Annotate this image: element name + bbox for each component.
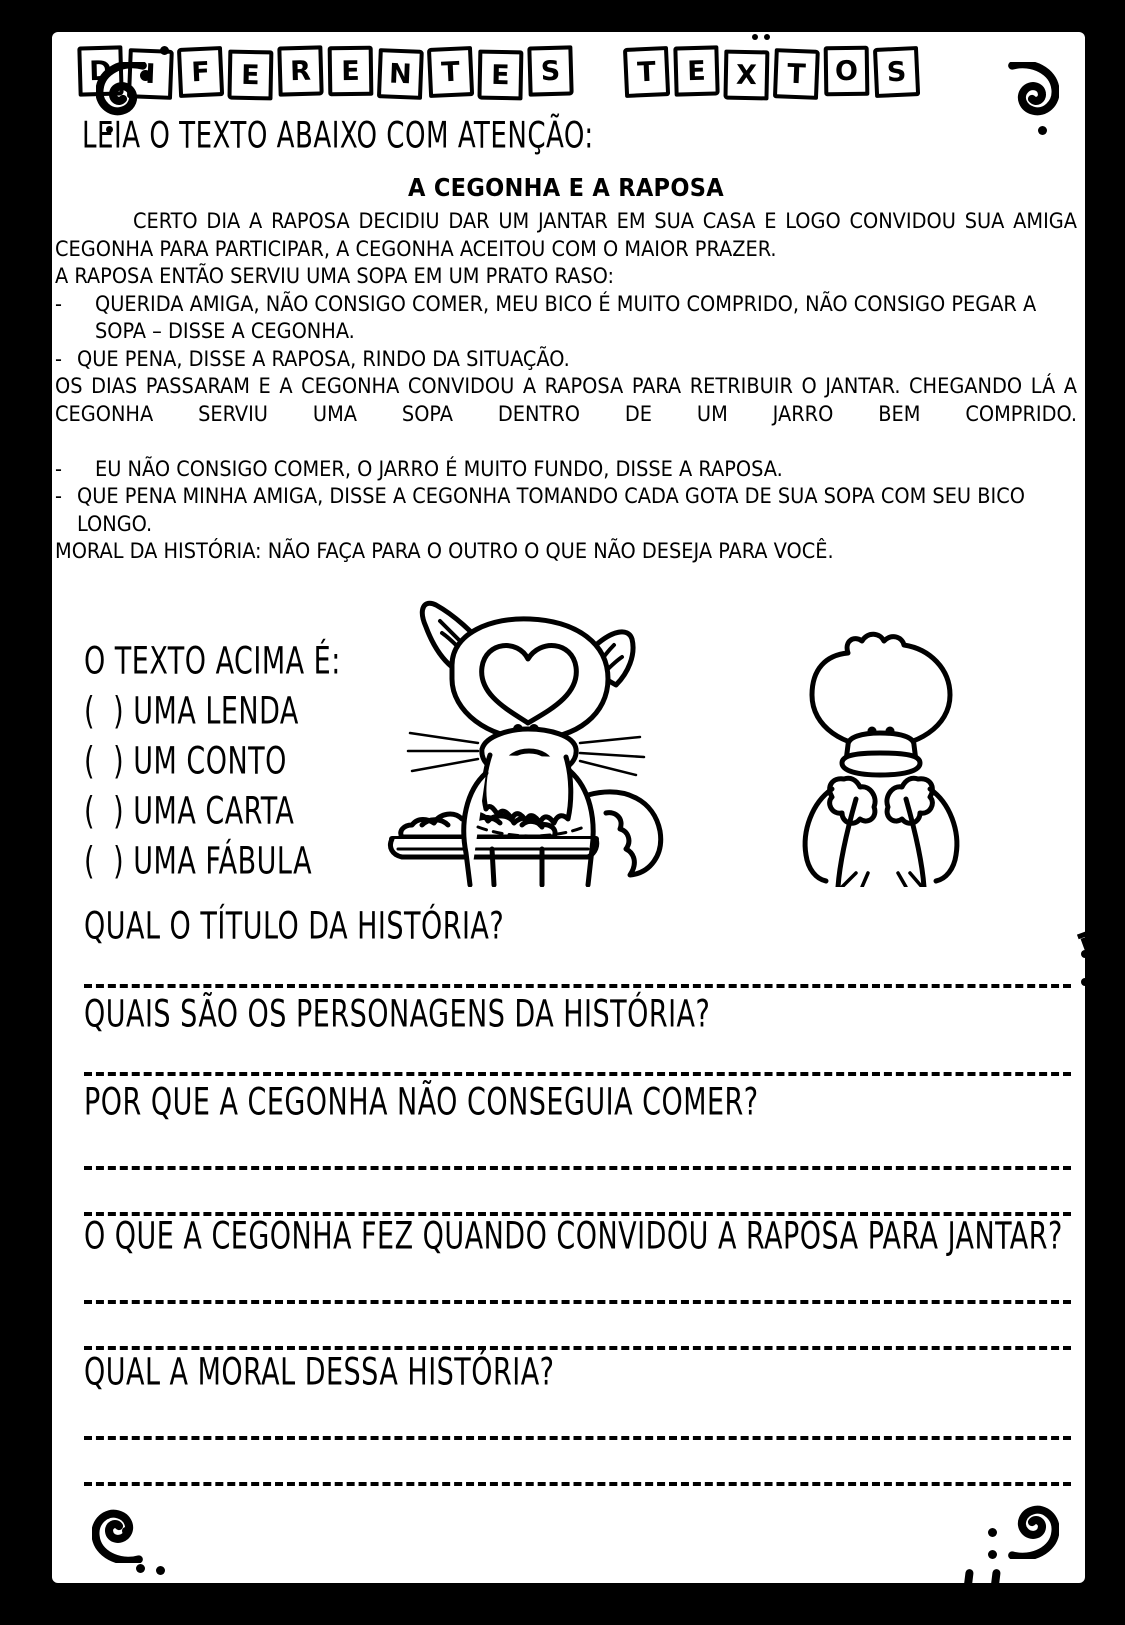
story-paragraph: OS DIAS PASSARAM E A CEGONHA CONVIDOU A RAPOSA PARA RETRIBUIR O JANTAR. CHEGANDO LÁ A CEGONHA SERVIU UMA SOPA DENTRO DE UM JARRO BEM COMPRIDO. [55, 374, 1077, 427]
title-letter: D [77, 45, 123, 96]
answer-line[interactable] [84, 1166, 1071, 1170]
answer-line[interactable] [84, 1072, 1071, 1076]
title-letter: N [377, 48, 424, 100]
story-dialogue-line [55, 291, 1077, 346]
question-cegonha-fez: O QUE A CEGONHA FEZ QUANDO CONVIDOU A RAPOSA PARA JANTAR? [84, 1214, 1063, 1259]
question-moral: QUAL A MORAL DESSA HISTÓRIA? [84, 1350, 555, 1395]
dialogue-dash: - [55, 484, 62, 510]
title-letter: S [873, 46, 920, 98]
title-letter: R [277, 45, 323, 96]
title-letter: S [527, 45, 573, 96]
dialogue-dash: - [55, 291, 62, 317]
story-dialogue-line [55, 456, 1077, 484]
title-letter: I [127, 48, 174, 100]
answer-line[interactable] [84, 1346, 1071, 1350]
instruction-text: LEIA O TEXTO ABAIXO COM ATENÇÃO: [82, 113, 594, 157]
question-titulo: QUAL O TÍTULO DA HISTÓRIA? [84, 904, 505, 949]
title-letter: E [477, 50, 523, 101]
answer-line[interactable] [84, 984, 1071, 988]
title-letter: T [427, 46, 474, 98]
answer-line[interactable] [84, 1482, 1071, 1486]
option-uma-carta[interactable]: ( ) UMA CARTA [84, 789, 295, 834]
title-word-diferentes [78, 46, 578, 96]
story-moral: MORAL DA HISTÓRIA: NÃO FAÇA PARA O OUTRO O QUE NÃO DESEJA PARA VOCÊ. [55, 539, 834, 565]
story-title: A CEGONHA E A RAPOSA [408, 173, 724, 202]
page-title [78, 46, 1075, 116]
multiple-choice-block [84, 639, 341, 897]
dialogue-dash: - [55, 456, 62, 482]
questions-block [84, 1350, 1071, 1486]
title-letter: E [227, 50, 273, 101]
dialogue-text: QUE PENA MINHA AMIGA, DISSE A CEGONHA TOMANDO CADA GOTA DE SUA SOPA COM SEU BICO LONGO. [77, 484, 1025, 537]
decor-dot [1088, 524, 1095, 531]
story-paragraph: CERTO DIA A RAPOSA DECIDIU DAR UM JANTAR EM SUA CASA E LOGO CONVIDOU SUA AMIGA CEGONHA PARA PARTICIPAR, A CEGONHA ACEITOU COM O MAIOR PRAZER. [55, 209, 1077, 262]
story-dialogue-line [55, 346, 1077, 374]
story-paragraph: A RAPOSA ENTÃO SERVIU UMA SOPA EM UM PRATO RASO: [55, 264, 614, 290]
decor-tick [18, 325, 40, 340]
worksheet-content [52, 32, 1085, 1583]
dialogue-text: QUE PENA, DISSE A RAPOSA, RINDO DA SITUAÇÃO. [77, 346, 570, 372]
title-letter: E [673, 45, 719, 96]
questions-block [84, 904, 1071, 988]
option-uma-fabula[interactable]: ( ) UMA FÁBULA [84, 839, 313, 884]
title-letter: E [328, 46, 374, 97]
decor-dot [1088, 508, 1095, 515]
illustration [382, 587, 1002, 887]
dialogue-text: QUERIDA AMIGA, NÃO CONSIGO COMER, MEU BICO É MUITO COMPRIDO, NÃO CONSIGO PEGAR A SOPA – DISSE A CEGONHA. [95, 291, 1037, 345]
stork-icon [805, 634, 957, 887]
dialogue-dash: - [55, 346, 62, 372]
option-uma-lenda[interactable]: ( ) UMA LENDA [84, 689, 299, 734]
option-um-conto[interactable]: ( ) UM CONTO [84, 739, 287, 784]
questions-block [84, 1080, 1071, 1216]
title-letter: T [623, 46, 670, 98]
questions-block [84, 992, 1071, 1076]
dialogue-text: EU NÃO CONSIGO COMER, O JARRO É MUITO FUNDO, DISSE A RAPOSA. [95, 456, 783, 482]
multiple-choice-prompt: O TEXTO ACIMA É: [84, 639, 341, 684]
answer-line[interactable] [84, 1436, 1071, 1440]
question-personagens: QUAIS SÃO OS PERSONAGENS DA HISTÓRIA? [84, 992, 711, 1037]
title-letter: F [177, 46, 224, 98]
title-word-textos [624, 46, 924, 96]
question-cegonha-comer: POR QUE A CEGONHA NÃO CONSEGUIA COMER? [84, 1080, 759, 1125]
title-letter: O [824, 46, 870, 97]
questions-block [84, 1214, 1071, 1350]
title-letter: T [773, 48, 820, 100]
story-block [55, 172, 1077, 566]
answer-line[interactable] [84, 1300, 1071, 1304]
title-letter: X [723, 50, 769, 101]
story-dialogue-line [55, 483, 1077, 538]
